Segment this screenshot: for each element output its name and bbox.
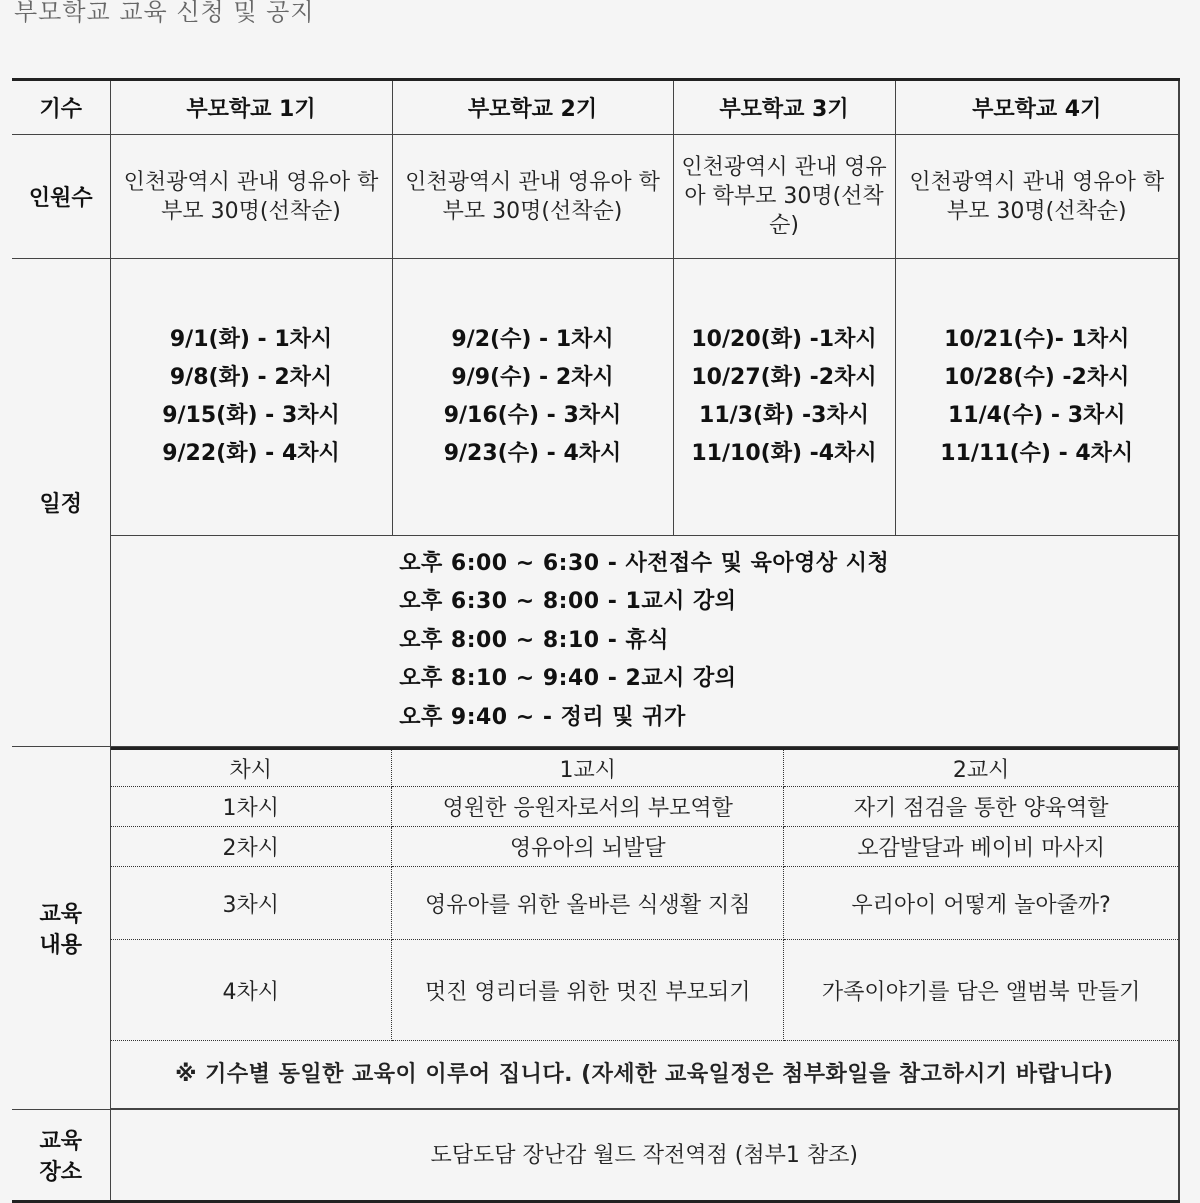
- content-row: [12, 747, 1179, 1110]
- cohort-3-schedule: [673, 259, 895, 536]
- cohort-1-capacity: 인천광역시 관내 영유아 학부모 30명(선착순): [110, 135, 392, 259]
- schedule-entry: 9/1(화) - 1차시: [169, 327, 333, 352]
- schedule-entry: 9/22(화) - 4차시: [162, 441, 340, 466]
- curriculum-table: [111, 747, 1179, 1109]
- daily-timeline: [110, 536, 1179, 747]
- session-number: 3차시: [111, 867, 392, 940]
- period1-topic: 영유아를 위한 올바른 식생활 지침: [392, 867, 784, 940]
- content-cell: [110, 747, 1179, 1110]
- session-column-header: 차시: [111, 749, 392, 787]
- venue-row: [12, 1110, 1179, 1202]
- session-number: 1차시: [111, 787, 392, 827]
- session-number: 4차시: [111, 940, 392, 1041]
- capacity-label: 인원수: [12, 135, 110, 259]
- curriculum-row: [111, 787, 1179, 827]
- schedule-entry: 9/15(화) - 3차시: [162, 403, 340, 428]
- application-notice-table: [12, 78, 1180, 1203]
- timeline-item: 오후 6:00 ~ 6:30 - 사전접수 및 육아영상 시청: [399, 550, 890, 576]
- schedule-entry: 10/27(화) -2차시: [691, 365, 877, 390]
- period1-topic: 멋진 영리더를 위한 멋진 부모되기: [392, 940, 784, 1041]
- page-title: 부모학교 교육 신청 및 공지: [14, 0, 315, 26]
- header-row: [12, 80, 1179, 135]
- timeline-item: 오후 8:10 ~ 9:40 - 2교시 강의: [399, 666, 737, 692]
- timeline-row: [12, 536, 1179, 747]
- timeline-item: 오후 9:40 ~ - 정리 및 귀가: [399, 704, 686, 730]
- schedule-entry: 10/20(화) -1차시: [691, 327, 877, 352]
- schedule-entry: 11/4(수) - 3차시: [947, 403, 1126, 428]
- cohort-4-header: 부모학교 4기: [895, 80, 1179, 135]
- capacity-row: [12, 135, 1179, 259]
- cohort-4-capacity: 인천광역시 관내 영유아 학부모 30명(선착순): [895, 135, 1179, 259]
- schedule-label: 일정: [12, 259, 110, 747]
- curriculum-note: ※ 기수별 동일한 교육이 이루어 집니다. (자세한 교육일정은 첨부화일을 참고하시기 바랍니다): [111, 1041, 1179, 1109]
- venue-value: 도담도담 장난감 월드 작전역점 (첨부1 참조): [110, 1110, 1179, 1202]
- cohort-2-capacity: 인천광역시 관내 영유아 학부모 30명(선착순): [392, 135, 673, 259]
- cohort-2-schedule: [392, 259, 673, 536]
- period1-topic: 영원한 응원자로서의 부모역할: [392, 787, 784, 827]
- schedule-row: [12, 259, 1179, 536]
- timeline-item: 오후 8:00 ~ 8:10 - 휴식: [399, 627, 670, 653]
- cohort-3-capacity: 인천광역시 관내 영유아 학부모 30명(선착순): [673, 135, 895, 259]
- cohort-2-header: 부모학교 2기: [392, 80, 673, 135]
- schedule-entry: 9/16(수) - 3차시: [443, 403, 622, 428]
- period2-topic: 오감발달과 베이비 마사지: [784, 827, 1178, 867]
- schedule-entry: 9/2(수) - 1차시: [451, 327, 614, 352]
- curriculum-header-row: [111, 749, 1179, 787]
- period2-topic: 자기 점검을 통한 양육역할: [784, 787, 1178, 827]
- period1-topic: 영유아의 뇌발달: [392, 827, 784, 867]
- schedule-entry: 11/11(수) - 4차시: [940, 441, 1134, 466]
- schedule-entry: 9/8(화) - 2차시: [169, 365, 333, 390]
- cohort-1-header: 부모학교 1기: [110, 80, 392, 135]
- content-label: 교육 내용: [12, 747, 110, 1110]
- schedule-entry: 10/28(수) -2차시: [944, 365, 1130, 390]
- curriculum-row: [111, 867, 1179, 940]
- schedule-entry: 10/21(수)- 1차시: [944, 327, 1130, 352]
- period2-column-header: 2교시: [784, 749, 1178, 787]
- schedule-entry: 11/10(화) -4차시: [691, 441, 877, 466]
- period2-topic: 우리아이 어떻게 놀아줄까?: [784, 867, 1178, 940]
- timeline-item: 오후 6:30 ~ 8:00 - 1교시 강의: [399, 589, 737, 615]
- cohort-4-schedule: [895, 259, 1179, 536]
- venue-label: 교육 장소: [12, 1110, 110, 1202]
- schedule-entry: 11/3(화) -3차시: [699, 403, 869, 428]
- period1-column-header: 1교시: [392, 749, 784, 787]
- curriculum-note-row: [111, 1041, 1179, 1109]
- period2-topic: 가족이야기를 담은 앨범북 만들기: [784, 940, 1178, 1041]
- cohort-3-header: 부모학교 3기: [673, 80, 895, 135]
- cohort-1-schedule: [110, 259, 392, 536]
- schedule-entry: 9/23(수) - 4차시: [443, 441, 622, 466]
- curriculum-row: [111, 940, 1179, 1041]
- timeline-list: [399, 545, 889, 738]
- schedule-entry: 9/9(수) - 2차시: [451, 365, 614, 390]
- cohort-header-label: 기수: [12, 80, 110, 135]
- curriculum-row: [111, 827, 1179, 867]
- session-number: 2차시: [111, 827, 392, 867]
